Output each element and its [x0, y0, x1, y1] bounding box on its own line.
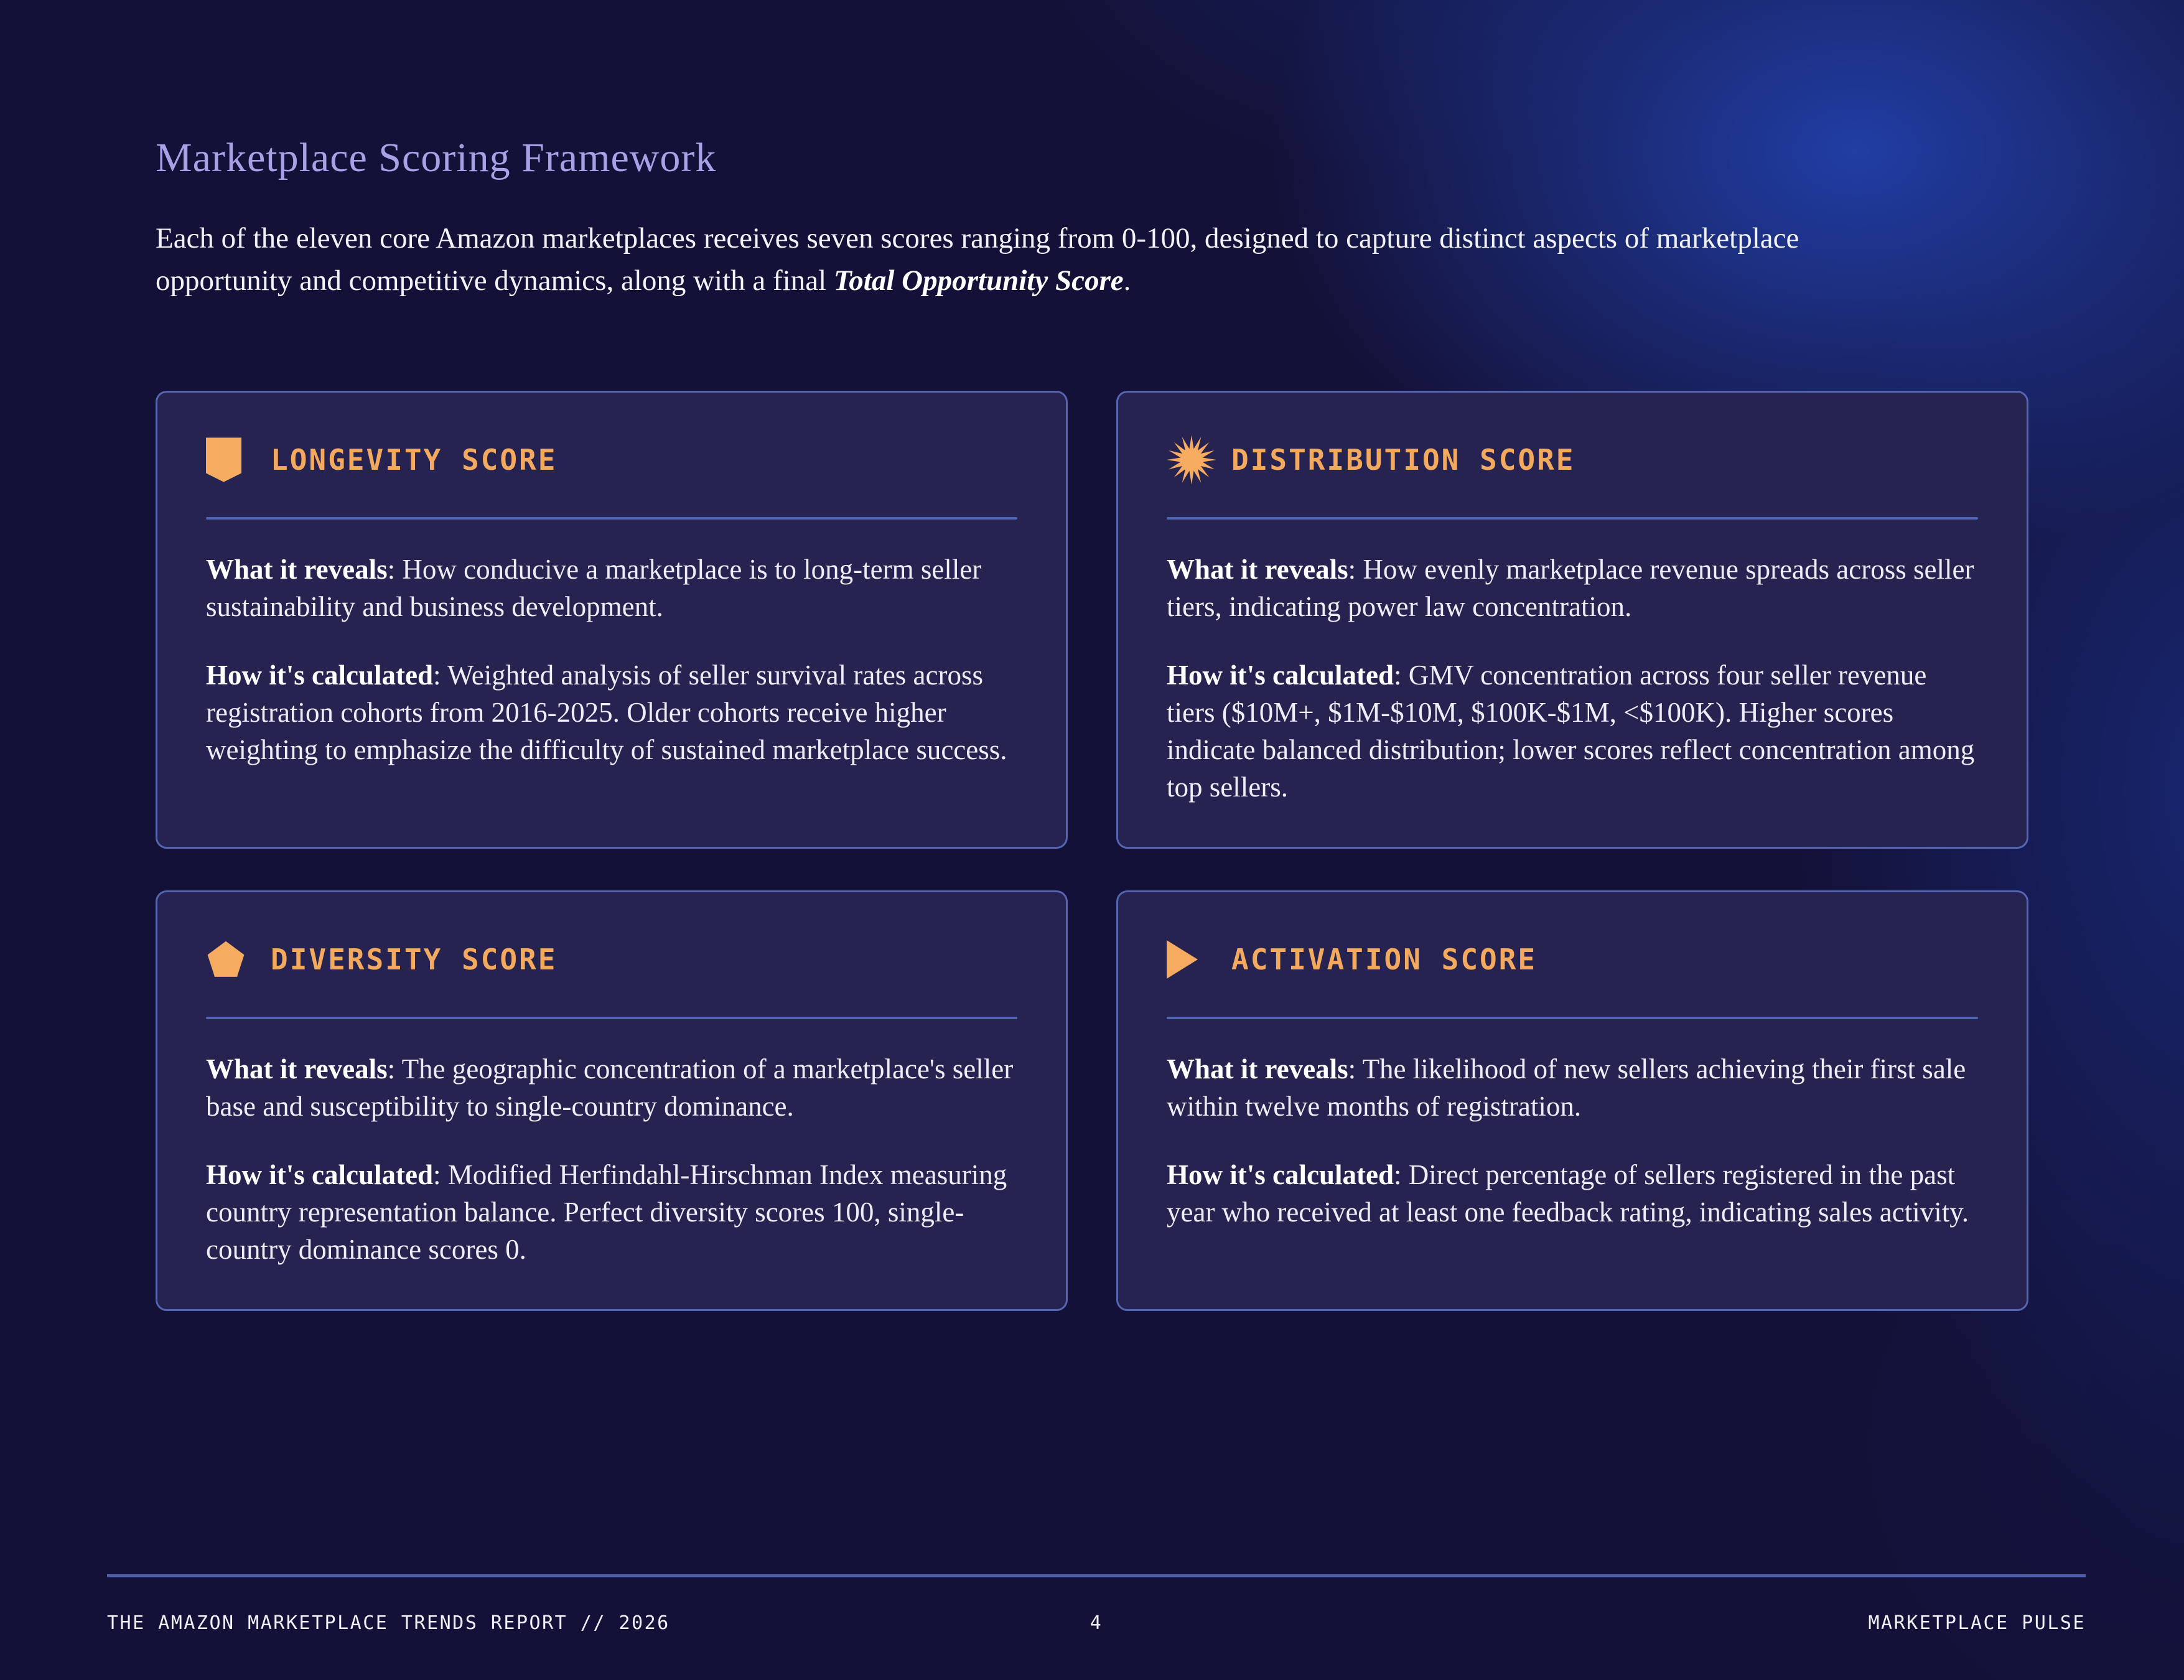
card-header [206, 434, 1017, 486]
play-icon [1167, 940, 1218, 979]
card-divider [1167, 517, 1978, 520]
card-title: LONGEVITY SCORE [271, 442, 558, 477]
card-header [1167, 933, 1978, 986]
page-footer [107, 1574, 2086, 1634]
reveals-text: : The geographic concentration of a marketplace's seller base and susceptibility to single-country dominance. [206, 1053, 1014, 1122]
card-divider [1167, 1017, 1978, 1019]
footer-page-number: 4 [1090, 1612, 1103, 1634]
calculated-text: : Modified Herfindahl-Hirschman Index measuring country representation balance. Perfect diversity scores 100, single-country dominance scores 0. [206, 1159, 1007, 1265]
diversity-score-card [156, 890, 1068, 1311]
card-divider [206, 517, 1017, 520]
calculated-label: How it's calculated [1167, 1159, 1394, 1190]
reveals-text: : How conducive a marketplace is to long-term seller sustainability and business development. [206, 553, 982, 622]
calculated-paragraph [1167, 656, 1978, 806]
calculated-text: : GMV concentration across four seller revenue tiers ($10M+, $1M-$10M, $100K-$1M, <$100K). Higher scores indicate balanced distribution; lower scores reflect concentration among top sellers. [1167, 659, 1975, 803]
calculated-label: How it's calculated [1167, 659, 1394, 691]
distribution-score-card [1116, 391, 2028, 849]
sunburst-icon [1167, 435, 1218, 485]
calculated-paragraph [1167, 1156, 1978, 1231]
reveals-paragraph [1167, 1050, 1978, 1125]
intro-emphasis: Total Opportunity Score [833, 264, 1124, 297]
bookmark-icon [206, 437, 257, 482]
calculated-text: : Direct percentage of sellers registered in the past year who received at least one feedback rating, indicating sales activity. [1167, 1159, 1969, 1228]
intro-text: Each of the eleven core Amazon marketplaces receives seven scores ranging from 0-100, designed to capture distinct aspects of marketplace opportunity and competitive dynamics, along with a final [156, 222, 1799, 297]
page-content [156, 136, 2028, 1311]
calculated-text: : Weighted analysis of seller survival rates across registration cohorts from 2016-2025. Older cohorts receive higher weighting to emphasize the difficulty of sustained marketplace success. [206, 659, 1007, 765]
pentagon-icon [206, 940, 257, 979]
calculated-paragraph [206, 1156, 1017, 1268]
calculated-label: How it's calculated [206, 659, 433, 691]
reveals-label: What it reveals [1167, 553, 1348, 585]
intro-period: . [1123, 264, 1131, 297]
card-title: DISTRIBUTION SCORE [1231, 442, 1575, 477]
activation-score-card [1116, 890, 2028, 1311]
reveals-paragraph [206, 551, 1017, 625]
calculated-label: How it's calculated [206, 1159, 433, 1190]
footer-brand: MARKETPLACE PULSE [1868, 1612, 2086, 1634]
reveals-text: : How evenly marketplace revenue spreads across seller tiers, indicating power law concentration. [1167, 553, 1974, 622]
reveals-text: : The likelihood of new sellers achieving their first sale within twelve months of registration. [1167, 1053, 1966, 1122]
card-header [206, 933, 1017, 986]
reveals-label: What it reveals [206, 1053, 388, 1085]
reveals-paragraph [206, 1050, 1017, 1125]
score-cards-grid [156, 391, 2028, 1311]
card-divider [206, 1017, 1017, 1019]
page-title: Marketplace Scoring Framework [156, 135, 717, 180]
card-title: DIVERSITY SCORE [271, 942, 558, 976]
footer-report-title: THE AMAZON MARKETPLACE TRENDS REPORT // 2026 [107, 1612, 670, 1634]
longevity-score-card [156, 391, 1068, 849]
card-header [1167, 434, 1978, 486]
card-title: ACTIVATION SCORE [1231, 942, 1538, 976]
calculated-paragraph [206, 656, 1017, 768]
intro-paragraph [156, 217, 1873, 302]
reveals-paragraph [1167, 551, 1978, 625]
reveals-label: What it reveals [1167, 1053, 1348, 1085]
reveals-label: What it reveals [206, 553, 388, 585]
